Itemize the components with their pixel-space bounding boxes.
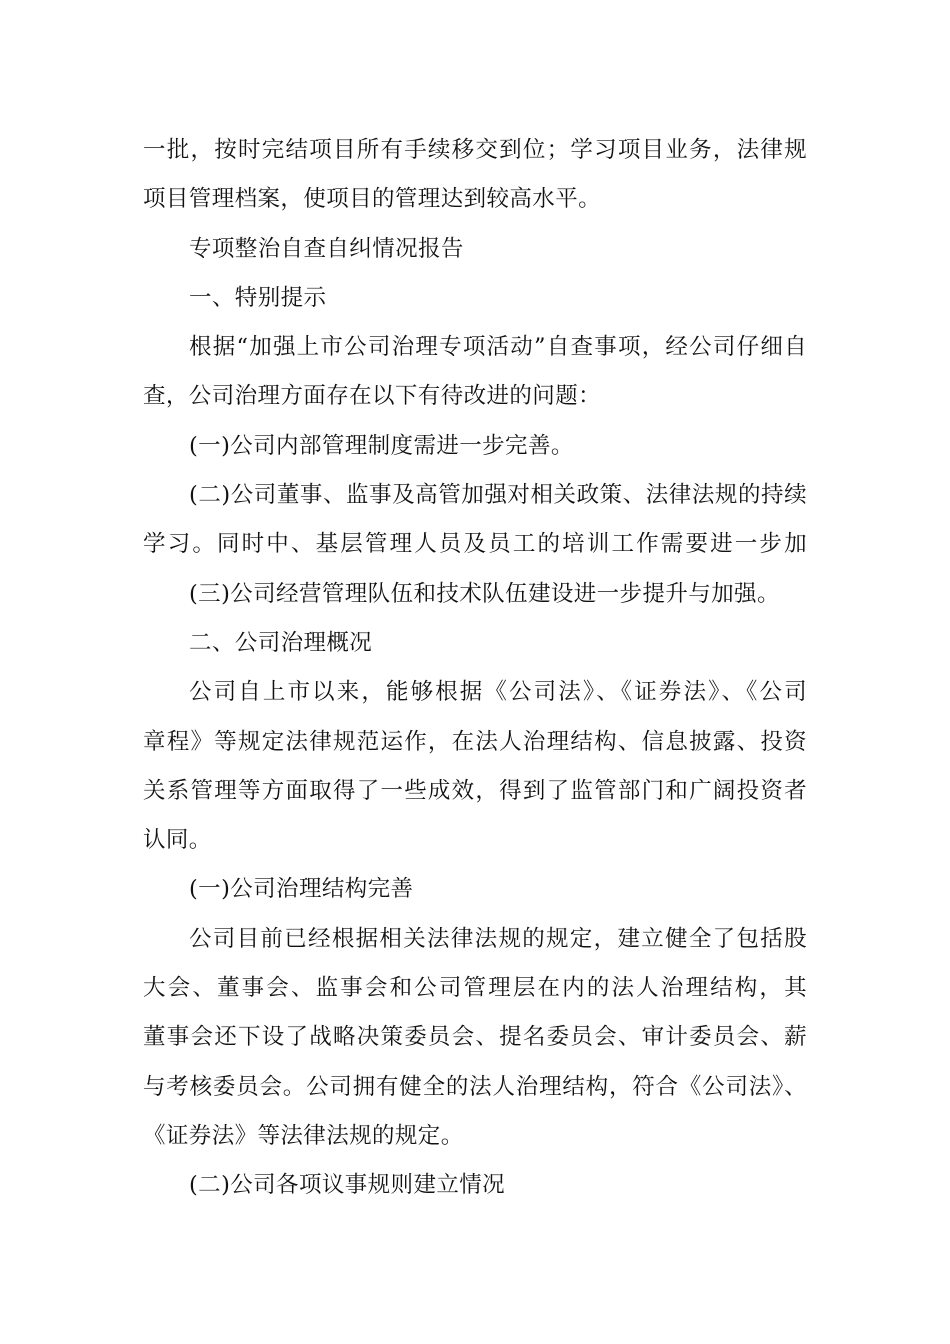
text-line: 与考核委员会。公司拥有健全的法人治理结构，符合《公司法》、	[143, 1073, 807, 1100]
text-line: 章程》等规定法律规范运作，在法人治理结构、信息披露、投资	[143, 728, 807, 755]
text-line: 查，公司治理方面存在以下有待改进的问题：	[143, 383, 602, 410]
text-line: 专项整治自查自纠情况报告	[189, 235, 464, 262]
text-line: 公司自上市以来，能够根据《公司法》、《证券法》、《公司	[189, 679, 807, 706]
text-line: 《证券法》等法律法规的规定。	[143, 1122, 464, 1149]
text-line: (二)公司各项议事规则建立情况	[189, 1172, 506, 1199]
text-line: (一)公司内部管理制度需进一步完善。	[189, 432, 574, 459]
text-line: (二)公司董事、监事及高管加强对相关政策、法律法规的持续	[189, 482, 807, 509]
text-line: 一、特别提示	[189, 284, 327, 311]
text-line: 学习。同时中、基层管理人员及员工的培训工作需要进一步加	[143, 531, 807, 558]
text-line: 根据“加强上市公司治理专项活动”自查事项，经公司仔细自	[189, 334, 807, 361]
text-line: 董事会还下设了战略决策委员会、提名委员会、审计委员会、薪	[143, 1024, 807, 1051]
text-line: (三)公司经营管理队伍和技术队伍建设进一步提升与加强。	[189, 580, 780, 607]
text-line: 公司目前已经根据相关法律法规的规定，建立健全了包括股	[189, 925, 807, 952]
text-line: 关系管理等方面取得了一些成效，得到了监管部门和广阔投资者	[143, 777, 807, 804]
text-line: 二、公司治理概况	[189, 629, 373, 656]
document-body	[143, 126, 807, 1211]
text-line: 项目管理档案，使项目的管理达到较高水平。	[143, 186, 602, 213]
text-line: 认同。	[143, 827, 212, 854]
text-line: 一批，按时完结项目所有手续移交到位；学习项目业务，法律规	[143, 137, 807, 163]
text-line: (一)公司治理结构完善	[189, 876, 414, 903]
text-line: 大会、董事会、监事会和公司管理层在内的法人治理结构，其	[143, 975, 807, 1002]
